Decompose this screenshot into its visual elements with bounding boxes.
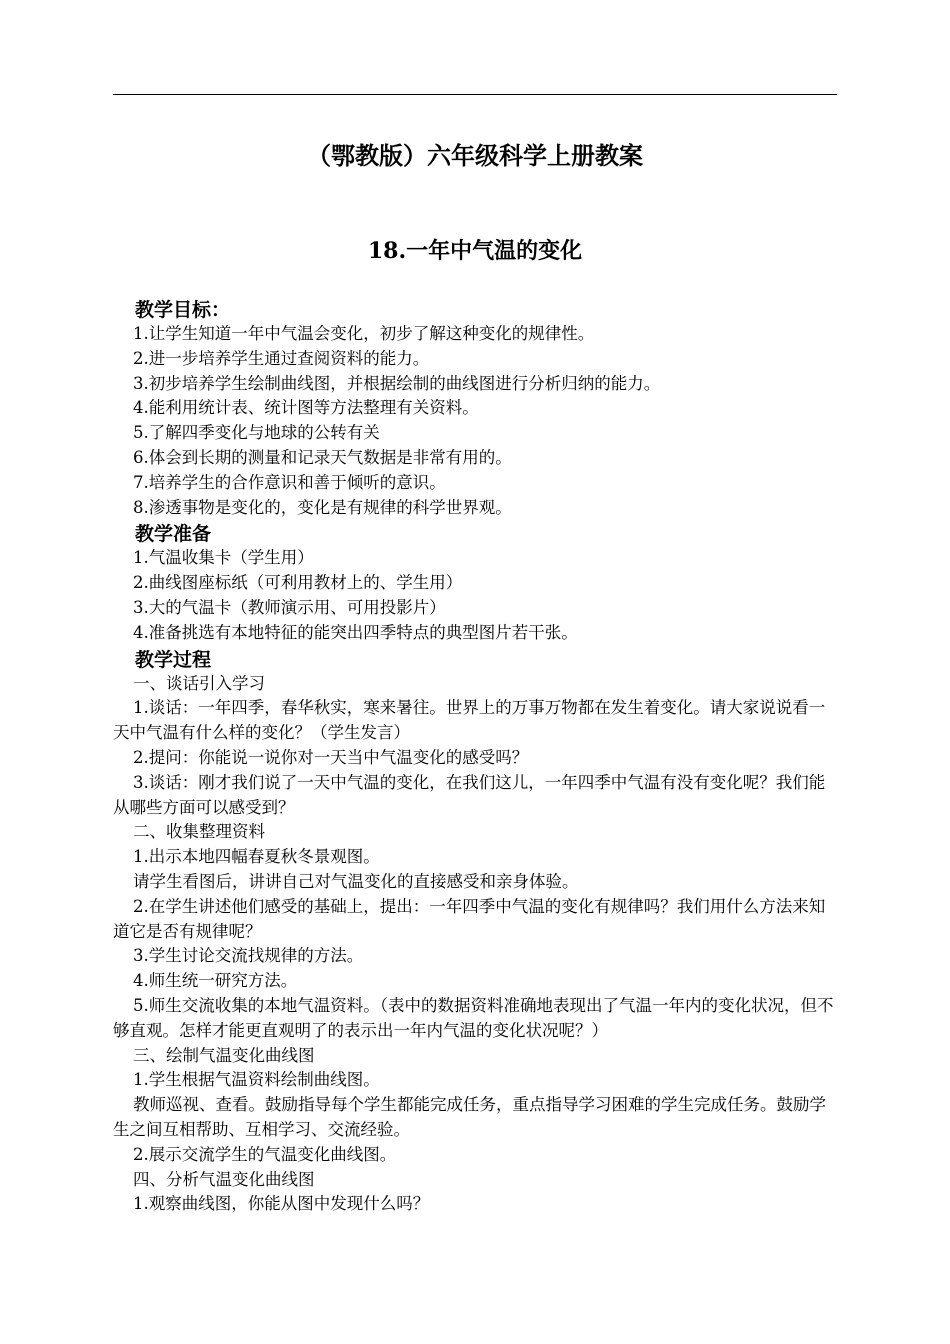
objective-item: 3.初步培养学生绘制曲线图，并根据绘制的曲线图进行分析归纳的能力。 bbox=[133, 373, 661, 393]
process-paragraph: 教师巡视、查看。鼓励指导每个学生都能完成任务，重点指导学习困难的学生完成任务。鼓励学生之间互相帮助、互相学习、交流经验。 bbox=[113, 1095, 826, 1139]
lesson-title: 18.一年中气温的变化 bbox=[367, 238, 583, 264]
process-paragraph: 四、分析气温变化曲线图 bbox=[133, 1169, 315, 1189]
preparation-item: 1.气温收集卡（学生用） bbox=[133, 548, 314, 568]
process-paragraph: 3.学生讨论交流找规律的方法。 bbox=[133, 946, 364, 966]
process-paragraph: 5.师生交流收集的本地气温资料。（表中的数据资料准确地表现出了气温一年内的变化状况，但不够直观。怎样才能更直观明了的表示出一年内气温的变化状况呢？） bbox=[113, 995, 834, 1040]
process-paragraph: 2.提问：你能说一说你对一天当中气温变化的感受吗？ bbox=[133, 747, 529, 767]
process-paragraph: 二、收集整理资料 bbox=[133, 822, 265, 842]
header-rule bbox=[113, 94, 837, 95]
preparation-item: 3.大的气温卡（教师演示用、可用投影片） bbox=[133, 597, 446, 617]
objective-item: 5.了解四季变化与地球的公转有关 bbox=[133, 423, 380, 443]
document-title: （鄂教版）六年级科学上册教案 bbox=[307, 141, 643, 170]
objectives-section bbox=[113, 298, 839, 520]
process-paragraph: 一、谈话引入学习 bbox=[133, 673, 265, 693]
objective-item: 2.进一步培养学生通过查阅资料的能力。 bbox=[133, 348, 430, 368]
objective-item: 6.体会到长期的测量和记录天气数据是非常有用的。 bbox=[133, 447, 512, 467]
preparation-item: 2.曲线图座标纸（可利用教材上的、学生用） bbox=[133, 573, 463, 593]
objective-item: 7.培养学生的合作意识和善于倾听的意识。 bbox=[133, 472, 446, 492]
preparation-heading: 教学准备 bbox=[135, 523, 212, 546]
process-paragraph: 1.学生根据气温资料绘制曲线图。 bbox=[133, 1070, 380, 1090]
preparation-section bbox=[113, 522, 839, 645]
objectives-heading: 教学目标： bbox=[135, 299, 231, 321]
process-paragraph: 1.出示本地四幅春夏秋冬景观图。 bbox=[133, 847, 380, 867]
process-paragraph: 4.师生统一研究方法。 bbox=[133, 971, 298, 991]
objective-item: 1.让学生知道一年中气温会变化，初步了解这种变化的规律性。 bbox=[133, 324, 595, 343]
process-paragraph: 三、绘制气温变化曲线图 bbox=[133, 1045, 315, 1065]
document-body bbox=[113, 296, 839, 1217]
preparation-item: 4.准备挑选有本地特征的能突出四季特点的典型图片若干张。 bbox=[133, 622, 578, 642]
process-paragraph: 2.在学生讲述他们感受的基础上，提出：一年四季中气温的变化有规律吗？我们用什么方法来知道它是否有规律呢？ bbox=[113, 896, 826, 941]
objective-item: 4.能利用统计表、统计图等方法整理有关资料。 bbox=[133, 398, 479, 418]
process-paragraph: 2.展示交流学生的气温变化曲线图。 bbox=[133, 1144, 397, 1164]
process-heading: 教学过程 bbox=[135, 648, 212, 671]
process-section bbox=[113, 648, 839, 1218]
objective-item: 8.渗透事物是变化的，变化是有规律的科学世界观。 bbox=[133, 497, 512, 517]
process-paragraph: 1.观察曲线图，你能从图中发现什么吗？ bbox=[133, 1194, 430, 1214]
process-paragraph: 3.谈话：刚才我们说了一天中气温的变化，在我们这儿，一年四季中气温有没有变化呢？我们能从哪些方面可以感受到？ bbox=[113, 772, 826, 817]
process-paragraph: 1.谈话：一年四季，春华秋实，寒来暑往。世界上的万事万物都在发生着变化。请大家说说看一天中气温有什么样的变化？（学生发言） bbox=[113, 698, 826, 743]
process-paragraph: 请学生看图后，讲讲自己对气温变化的直接感受和亲身体验。 bbox=[133, 871, 579, 891]
